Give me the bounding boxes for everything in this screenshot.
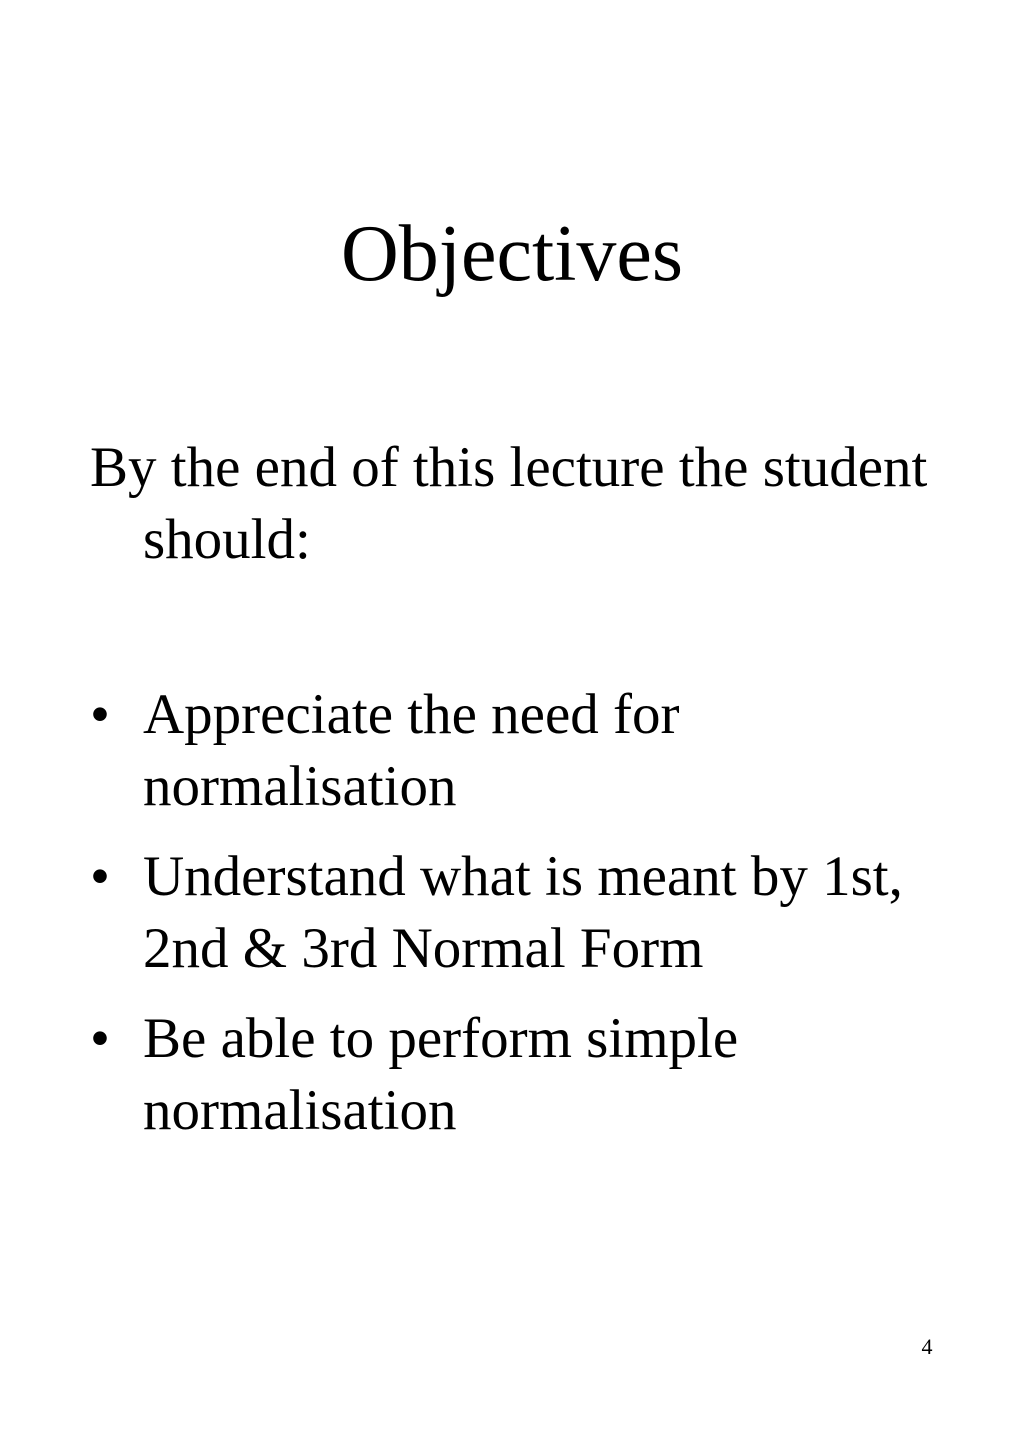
objective-text: Appreciate the need for normalisation bbox=[143, 683, 680, 818]
objective-item bbox=[90, 679, 950, 823]
slide-title: Objectives bbox=[340, 210, 684, 298]
intro-text: By the end of this lecture the student should: bbox=[90, 436, 928, 571]
bullet-icon: • bbox=[90, 845, 110, 908]
objective-text: Be able to perform simple normalisation bbox=[143, 1007, 739, 1142]
objectives-list bbox=[90, 679, 950, 1165]
bullet-icon: • bbox=[90, 1007, 110, 1070]
objective-item bbox=[90, 1003, 950, 1147]
objective-item bbox=[90, 841, 950, 985]
page-number: 4 bbox=[921, 1334, 933, 1359]
objective-text: Understand what is meant by 1st, 2nd & 3rd Normal Form bbox=[143, 845, 903, 980]
bullet-icon: • bbox=[90, 683, 110, 746]
